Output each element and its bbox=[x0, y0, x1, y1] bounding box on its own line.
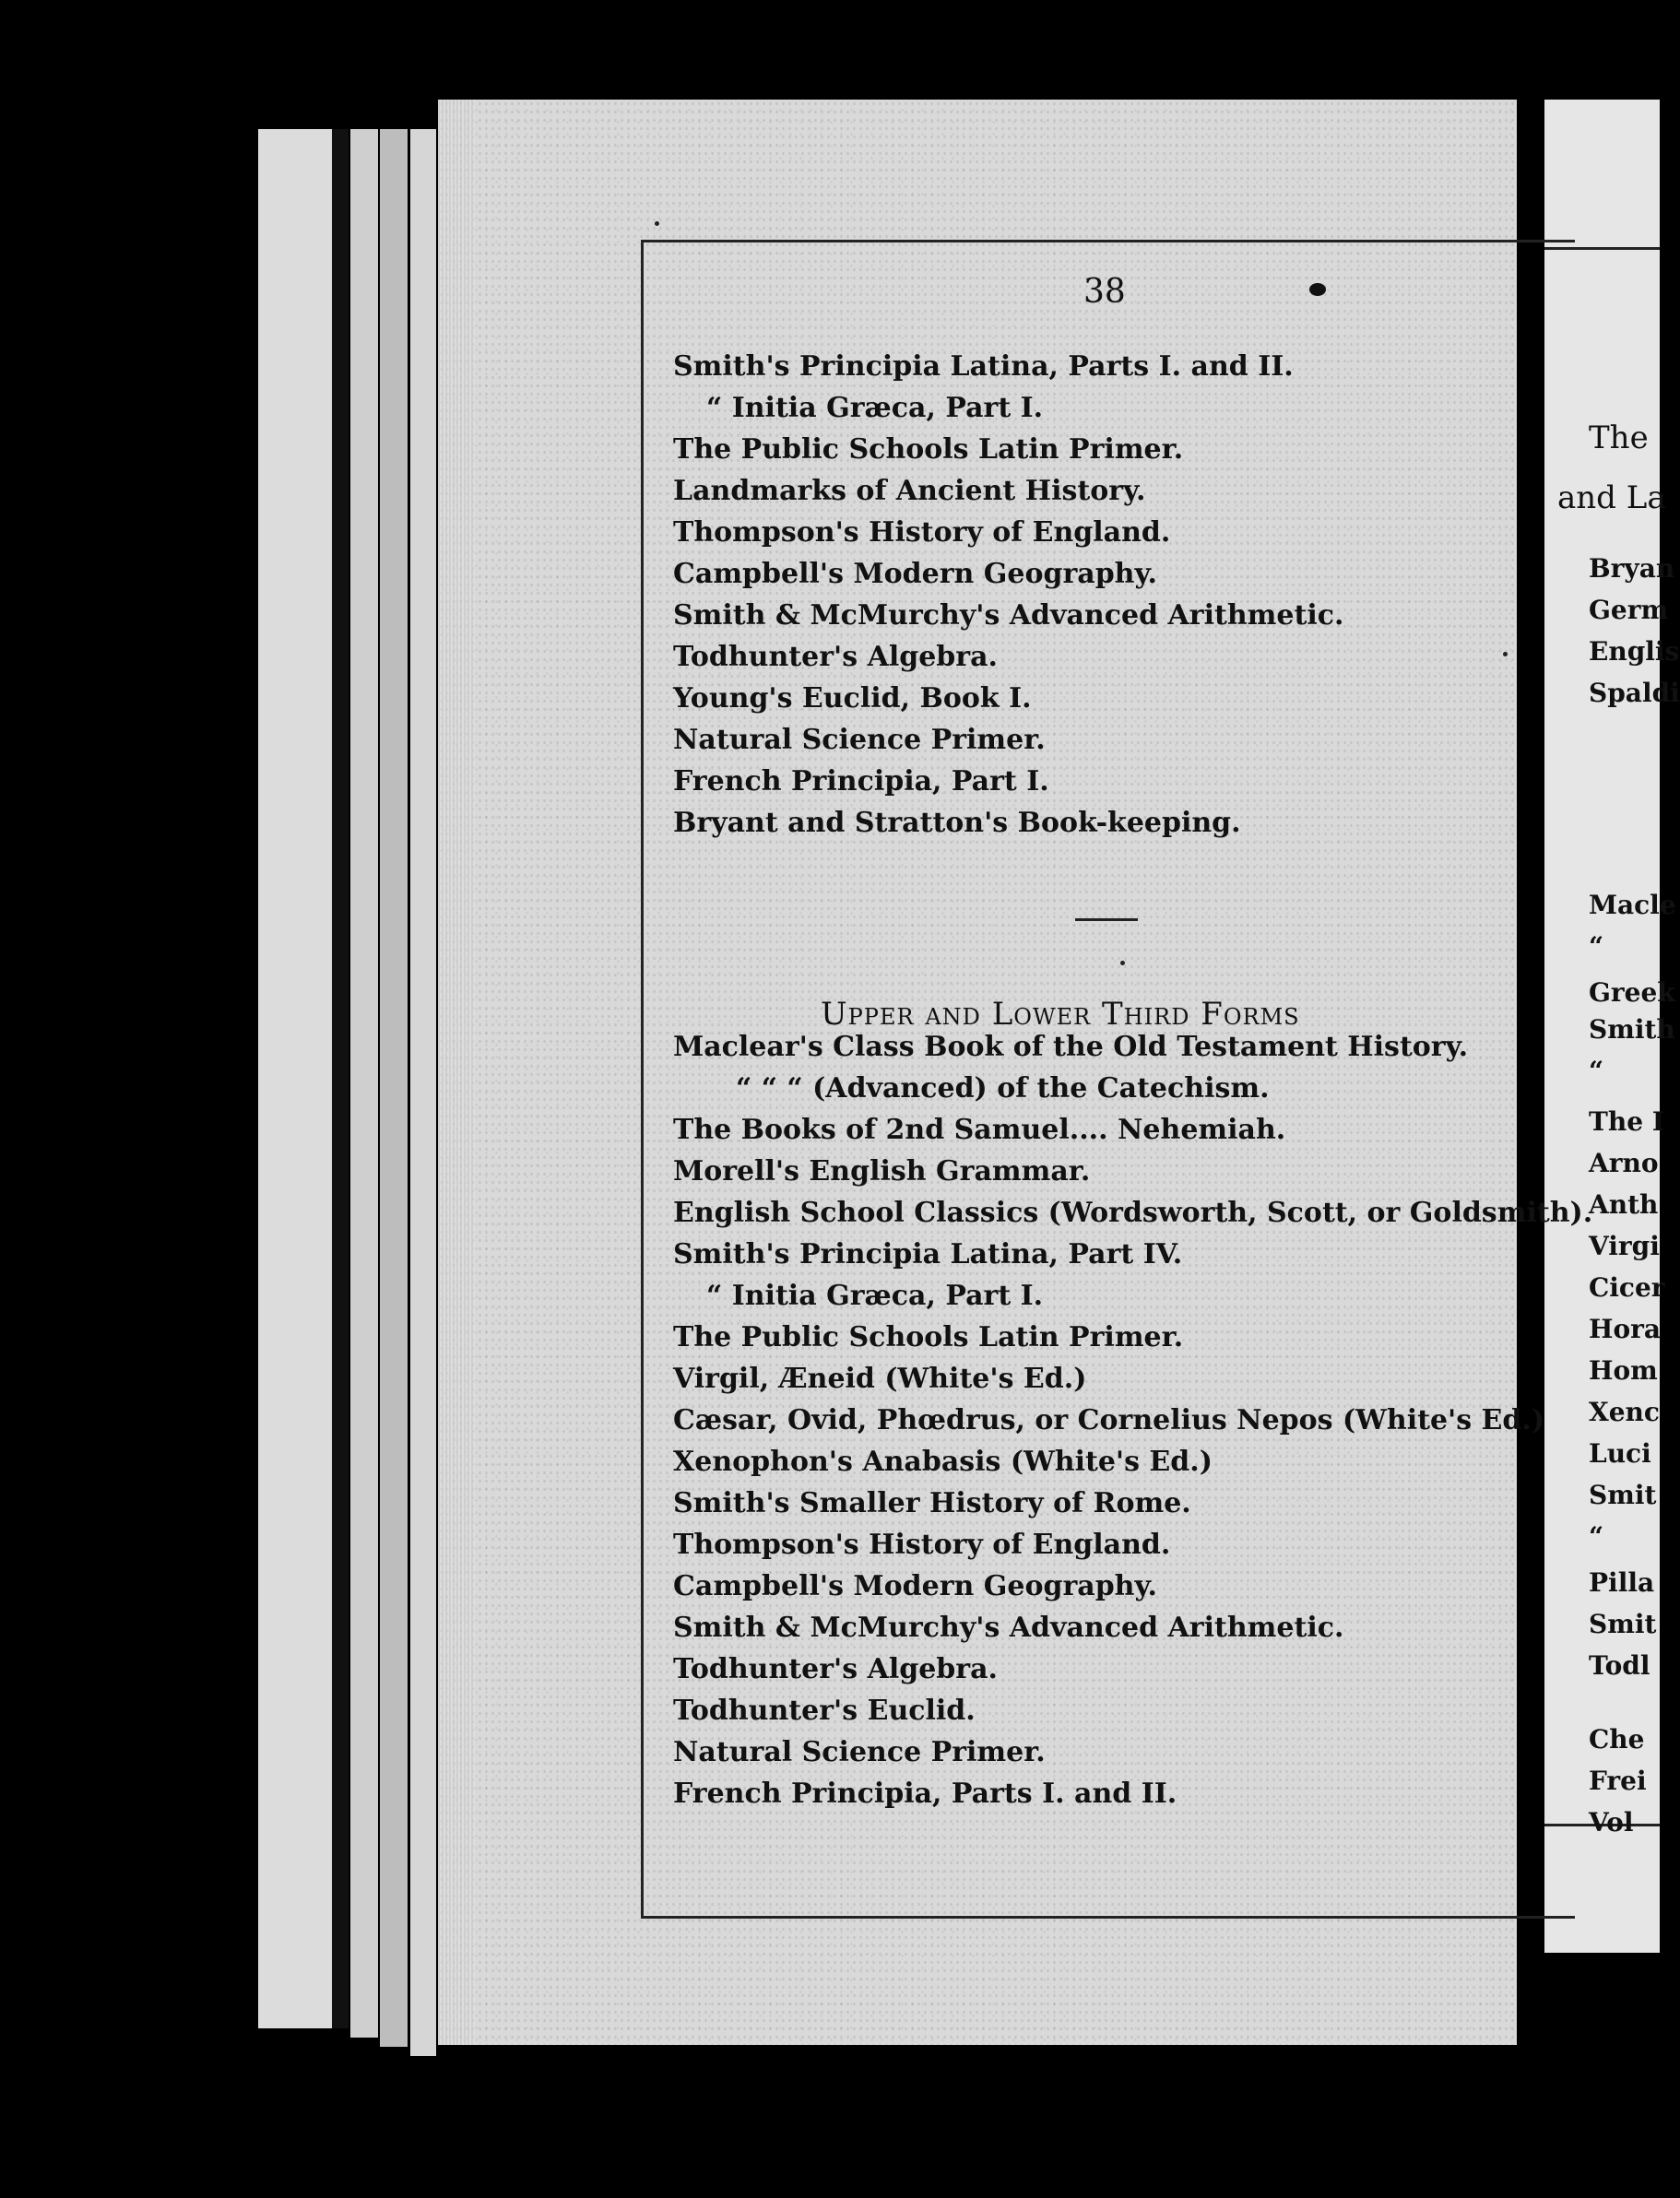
book-list-item: “ Initia Græca, Part I. bbox=[706, 392, 1044, 424]
adjacent-page-text-fragment: Cicer bbox=[1589, 1272, 1665, 1303]
page-edge-strip bbox=[380, 129, 408, 2047]
book-list-item: Xenophon's Anabasis (White's Ed.) bbox=[673, 1446, 1213, 1478]
book-list-item: Todhunter's Algebra. bbox=[673, 1653, 998, 1685]
adjacent-page-text-fragment: The I bbox=[1589, 1106, 1664, 1137]
section-divider bbox=[1075, 918, 1138, 921]
book-list-item: Cæsar, Ovid, Phœdrus, or Cornelius Nepos (White's Ed.) bbox=[673, 1404, 1545, 1436]
adjacent-page-text-fragment: Bryan bbox=[1589, 553, 1675, 584]
adjacent-page-text-fragment: Spaldi bbox=[1589, 678, 1680, 708]
book-list-item: “ “ “ (Advanced) of the Catechism. bbox=[736, 1072, 1270, 1105]
adjacent-page-text-fragment: The bbox=[1589, 420, 1649, 456]
book-list-item: Smith & McMurchy's Advanced Arithmetic. bbox=[673, 1612, 1344, 1644]
book-list-item: Smith's Smaller History of Rome. bbox=[673, 1487, 1191, 1519]
book-list-item: Campbell's Modern Geography. bbox=[673, 1570, 1157, 1602]
adjacent-page-text-fragment: Virgi bbox=[1589, 1231, 1660, 1261]
book-list-item: Campbell's Modern Geography. bbox=[673, 558, 1157, 590]
book-list-item: Natural Science Primer. bbox=[673, 1736, 1046, 1768]
book-list-item: Todhunter's Euclid. bbox=[673, 1695, 976, 1727]
ink-speck bbox=[655, 221, 659, 226]
book-list-item: Natural Science Primer. bbox=[673, 724, 1046, 756]
adjacent-page-text-fragment: Macle bbox=[1589, 890, 1676, 920]
adjacent-page-text-fragment: and La bbox=[1557, 479, 1666, 516]
adjacent-page-text-fragment: Che bbox=[1589, 1724, 1645, 1755]
adjacent-page-text-fragment: Smit bbox=[1589, 1609, 1657, 1639]
adjacent-page-text-fragment: Smit bbox=[1589, 1480, 1657, 1510]
adjacent-page-text-fragment: Xenc bbox=[1589, 1397, 1660, 1427]
adjacent-page-text-fragment: “ bbox=[1589, 1521, 1604, 1552]
book-list-item: French Principia, Part I. bbox=[673, 765, 1049, 798]
book-list-item: “ Initia Græca, Part I. bbox=[706, 1280, 1044, 1312]
adjacent-page-text-fragment: Frei bbox=[1589, 1766, 1647, 1796]
section-heading: Upper and Lower Third Forms bbox=[821, 996, 1300, 1033]
page-edge-strip bbox=[410, 129, 436, 2056]
book-list-item: Morell's English Grammar. bbox=[673, 1155, 1091, 1188]
book-list-item: Maclear's Class Book of the Old Testament History. bbox=[673, 1031, 1469, 1063]
book-list-item: Smith & McMurchy's Advanced Arithmetic. bbox=[673, 599, 1344, 632]
page-number: 38 bbox=[1083, 273, 1126, 311]
book-list-top bbox=[673, 346, 1343, 844]
book-list-item: Smith's Principia Latina, Part IV. bbox=[673, 1238, 1183, 1270]
adjacent-page-text-fragment: Arno bbox=[1589, 1148, 1659, 1178]
adjacent-page-text-fragment: “ bbox=[1589, 931, 1604, 962]
ink-blot bbox=[1309, 283, 1326, 296]
book-list-item: English School Classics (Wordsworth, Scott, or Goldsmith). bbox=[673, 1197, 1593, 1229]
ink-speck bbox=[1503, 652, 1508, 656]
book-list-item: Virgil, Æneid (White's Ed.) bbox=[673, 1363, 1087, 1395]
book-list-item: Bryant and Stratton's Book-keeping. bbox=[673, 807, 1241, 839]
adjacent-page-text-fragment: Pilla bbox=[1589, 1567, 1655, 1598]
book-list-item: The Public Schools Latin Primer. bbox=[673, 1321, 1184, 1353]
book-list-item: Young's Euclid, Book I. bbox=[673, 682, 1032, 715]
adjacent-page-text-fragment: Luci bbox=[1589, 1438, 1651, 1469]
adjacent-page-text-fragment: “ bbox=[1589, 1056, 1604, 1086]
adjacent-page-text-fragment: Vol bbox=[1589, 1807, 1634, 1838]
book-list-item: Thompson's History of England. bbox=[673, 516, 1171, 549]
page-edge-strip bbox=[350, 129, 378, 2038]
adjacent-page-text-fragment: Hom bbox=[1589, 1355, 1658, 1386]
book-list-item: French Principia, Parts I. and II. bbox=[673, 1778, 1177, 1810]
adjacent-page-text-fragment: Germ bbox=[1589, 595, 1669, 625]
book-list-item: Thompson's History of England. bbox=[673, 1529, 1171, 1561]
adjacent-page-text-fragment: Anth bbox=[1589, 1189, 1659, 1220]
book-list-item: The Books of 2nd Samuel.... Nehemiah. bbox=[673, 1114, 1286, 1146]
adjacent-page-text-fragment: Englis bbox=[1589, 636, 1680, 667]
page-edge-shadow bbox=[332, 129, 349, 2028]
adjacent-page-text-fragment: Smith bbox=[1589, 1014, 1675, 1045]
page-edge-strip bbox=[258, 129, 332, 2028]
adjacent-page-text-fragment: Hora bbox=[1589, 1314, 1662, 1344]
adjacent-page-text-fragment: Todl bbox=[1589, 1650, 1650, 1681]
book-list-item: Todhunter's Algebra. bbox=[673, 641, 998, 673]
ink-speck bbox=[1120, 961, 1125, 965]
book-list-item: Landmarks of Ancient History. bbox=[673, 475, 1146, 507]
adjacent-page-text-fragment: Greek bbox=[1589, 977, 1675, 1008]
page-edge-lines bbox=[438, 100, 475, 2045]
book-list-item: The Public Schools Latin Primer. bbox=[673, 433, 1184, 466]
book-list-upper-lower-third-forms bbox=[673, 1026, 1592, 1814]
book-list-item: Smith's Principia Latina, Parts I. and II. bbox=[673, 350, 1294, 383]
